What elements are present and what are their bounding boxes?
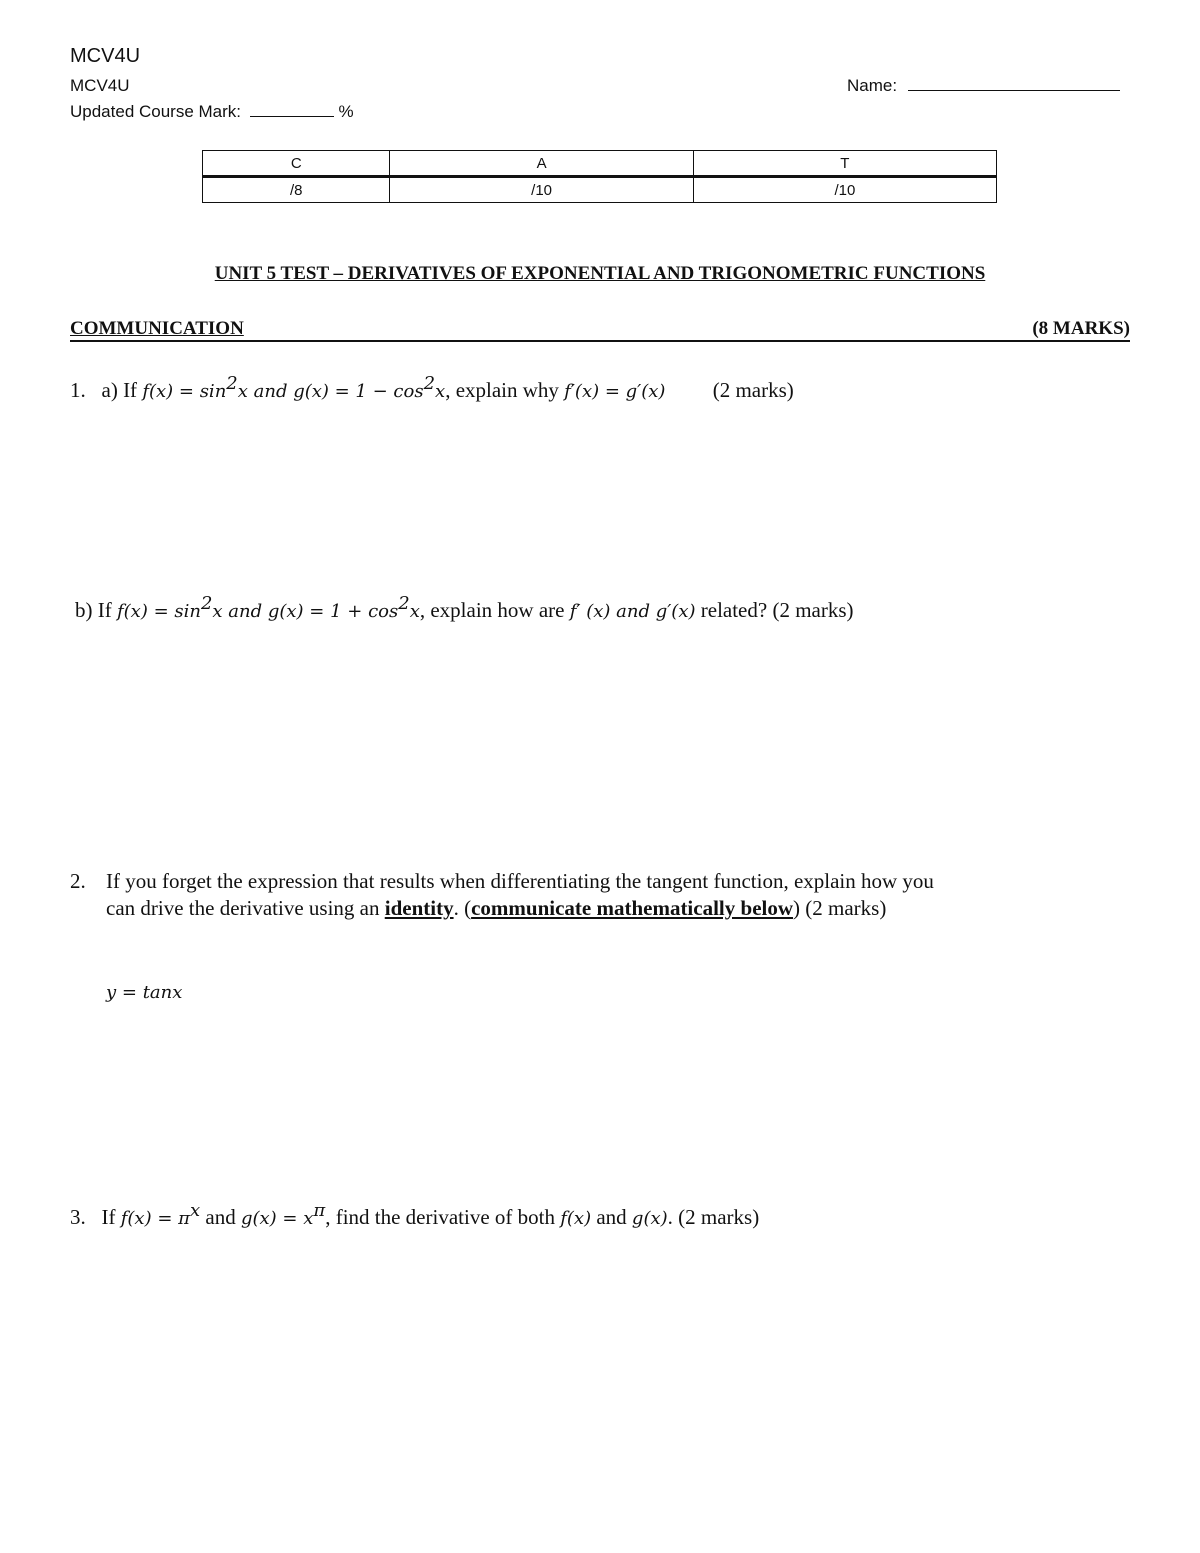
value-a: /10 <box>390 177 693 203</box>
math-x: x <box>435 381 446 402</box>
value-t: /10 <box>693 177 996 203</box>
question-text: and <box>200 1205 241 1229</box>
emphasis-identity: identity <box>384 896 454 920</box>
course-code: MCV4U <box>70 76 130 95</box>
question-text: , find the derivative of both <box>325 1205 561 1229</box>
math-derivatives: f′ (x) and g′(x) <box>569 601 696 622</box>
part-label: a) If <box>101 378 143 402</box>
math-f: f(x) = π <box>120 1208 190 1229</box>
math-g: x and g(x) = 1 − cos <box>237 381 424 402</box>
question-number: 1. <box>70 378 86 402</box>
marks-table-value-row <box>203 177 997 203</box>
question-1b <box>75 593 854 623</box>
value-c: /8 <box>203 177 390 203</box>
name-label: Name: <box>847 76 898 95</box>
question-text: and <box>591 1205 632 1229</box>
question-text: can drive the derivative using an <box>106 896 385 920</box>
math-gx: g(x) <box>631 1208 668 1229</box>
question-text: If <box>101 1205 121 1229</box>
question-2 <box>70 869 934 894</box>
course-mark-label: Updated Course Mark: <box>70 102 242 121</box>
section-header <box>70 318 1130 342</box>
equation-y-tanx: y = tanx <box>106 982 183 1003</box>
math-sup: x <box>189 1200 201 1221</box>
marks-table-header-row <box>203 151 997 177</box>
section-label: COMMUNICATION <box>70 318 244 339</box>
math-relation: f′(x) = g′(x) <box>564 381 666 402</box>
question-number: 3. <box>70 1205 86 1229</box>
header-a: A <box>390 151 693 177</box>
math-sup: 2 <box>226 373 238 394</box>
question-text: . ( <box>453 896 472 920</box>
marks-label: . (2 marks) <box>667 1205 760 1229</box>
test-title: UNIT 5 TEST – DERIVATIVES OF EXPONENTIAL AND TRIGONOMETRIC FUNCTIONS <box>214 263 986 284</box>
name-blank[interactable] <box>908 90 1120 91</box>
course-mark-field <box>70 102 354 122</box>
math-sup: 2 <box>200 593 213 614</box>
question-text-tail: related? (2 marks) <box>695 598 854 622</box>
math-fx: f(x) <box>560 1208 592 1229</box>
math-x: x <box>409 601 420 622</box>
question-text: , explain how are <box>419 598 570 622</box>
math-sup: π <box>313 1200 326 1221</box>
emphasis-communicate: communicate mathematically below <box>471 896 794 920</box>
math-f: f(x) = sin <box>142 381 227 402</box>
header-t: T <box>693 151 996 177</box>
question-text-line1: If you forget the expression that results when differentiating the tangent function, explain how you <box>106 869 934 893</box>
question-text: , explain why <box>445 378 565 402</box>
question-2-line2 <box>106 896 886 921</box>
math-g: g(x) = x <box>240 1208 314 1229</box>
marks-label: ) (2 marks) <box>793 896 887 920</box>
question-3 <box>70 1200 759 1230</box>
math-sup: 2 <box>398 593 410 614</box>
course-code-top: MCV4U <box>70 45 141 67</box>
header-c: C <box>203 151 390 177</box>
percent-sign: % <box>338 102 354 121</box>
math-g: x and g(x) = 1 + cos <box>212 601 399 622</box>
question-1a <box>70 373 794 403</box>
part-label: b) If <box>75 598 117 622</box>
section-marks: (8 MARKS) <box>1032 318 1130 339</box>
marks-label: (2 marks) <box>712 378 794 402</box>
marks-table <box>202 150 997 203</box>
name-field[interactable] <box>847 76 1120 96</box>
math-f: f(x) = sin <box>116 601 201 622</box>
course-mark-blank[interactable] <box>250 116 334 117</box>
question-number: 2. <box>70 869 86 893</box>
math-sup: 2 <box>423 373 436 394</box>
